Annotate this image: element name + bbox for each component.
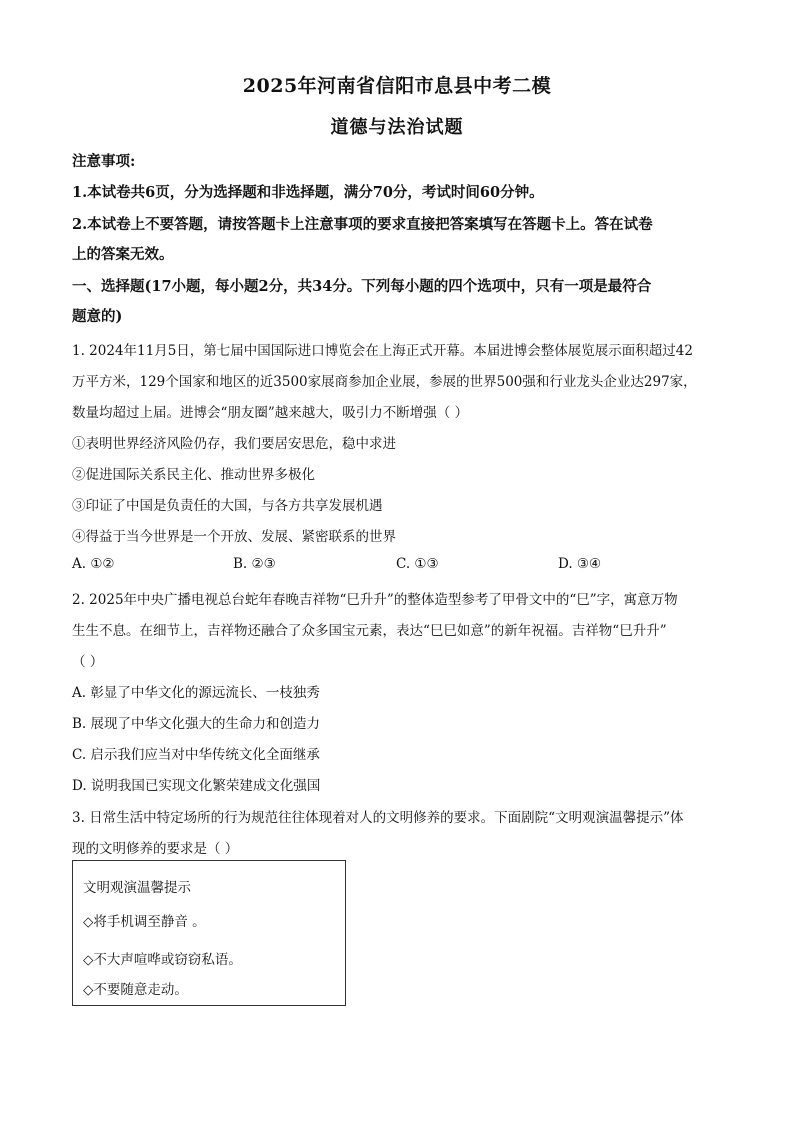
question-1-option-b: B. ②③ [233, 556, 276, 572]
notice-item-1: 1.本试卷共6页，分为选择题和非选择题，满分70分，考试时间60分钟。 [72, 184, 544, 201]
question-1-statement-3: ③印证了中国是负责任的大国，与各方共享发展机遇 [72, 498, 383, 514]
question-2-stem-line-2: 生生不息。在细节上，吉祥物还融合了众多国宝元素，表达“巳巳如意”的新年祝福。吉祥物“巳升升” [72, 623, 667, 639]
civility-tips-box [72, 860, 346, 1006]
exam-title: 2025年河南省信阳市息县中考二模 [242, 75, 552, 97]
question-2-option-b: B. 展现了中华文化强大的生命力和创造力 [72, 716, 321, 732]
question-1-stem-line-1: 1. 2024年11月5日，第七届中国国际进口博览会在上海正式开幕。本届进博会整体展览展示面积超过42 [72, 343, 693, 359]
question-3-stem-line-1: 3. 日常生活中特定场所的行为规范往往体现着对人的文明修养的要求。下面剧院“文明观演温馨提示”体 [72, 810, 684, 826]
question-1-option-c: C. ①③ [396, 556, 439, 572]
question-2-option-c: C. 启示我们应当对中华传统文化全面继承 [72, 747, 320, 763]
question-1-option-a: A. ①② [72, 556, 115, 572]
question-1-statement-1: ①表明世界经济风险仍存，我们要居安思危，稳中求进 [72, 436, 396, 452]
civility-tip-3: ◇不要随意走动。 [83, 982, 188, 998]
civility-tip-2: ◇不大声喧哗或窃窃私语。 [83, 952, 242, 968]
section-1-heading-line-2: 题意的) [72, 308, 123, 325]
question-2-option-d: D. 说明我国已实现文化繁荣建成文化强国 [72, 778, 321, 794]
section-1-heading-line-1: 一、选择题(17小题，每小题2分，共34分。下列每小题的四个选项中，只有一项是最符合 [72, 278, 652, 295]
question-3-stem-line-2: 现的文明修养的要求是（ ） [72, 841, 239, 857]
question-2-option-a: A. 彰显了中华文化的源远流长、一枝独秀 [72, 685, 320, 701]
question-2-stem-line-3: （ ） [72, 654, 104, 670]
question-1-option-d: D. ③④ [558, 556, 602, 572]
question-1-stem-line-2: 万平方米，129个国家和地区的近3500家展商参加企业展，参展的世界500强和行业龙头企业达297家， [72, 374, 697, 390]
notice-item-2-line-2: 上的答案无效。 [72, 246, 174, 263]
question-1-statement-2: ②促进国际关系民主化、推动世界多极化 [72, 467, 315, 483]
civility-tips-title: 文明观演温馨提示 [83, 880, 191, 896]
question-1-stem-line-3: 数量均超过上届。进博会“朋友圈”越来越大，吸引力不断增强（ ） [72, 405, 469, 421]
exam-subtitle: 道德与法治试题 [330, 117, 464, 138]
notice-heading: 注意事项: [72, 153, 136, 170]
notice-item-2-line-1: 2.本试卷上不要答题，请按答题卡上注意事项的要求直接把答案填写在答题卡上。答在试卷 [72, 216, 653, 233]
question-1-statement-4: ④得益于当今世界是一个开放、发展、紧密联系的世界 [72, 529, 396, 545]
civility-tip-1: ◇将手机调至静音 。 [83, 914, 206, 930]
question-2-stem-line-1: 2. 2025年中央广播电视总台蛇年春晚吉祥物“巳升升”的整体造型参考了甲骨文中的“巳”字，寓意万物 [72, 592, 678, 608]
